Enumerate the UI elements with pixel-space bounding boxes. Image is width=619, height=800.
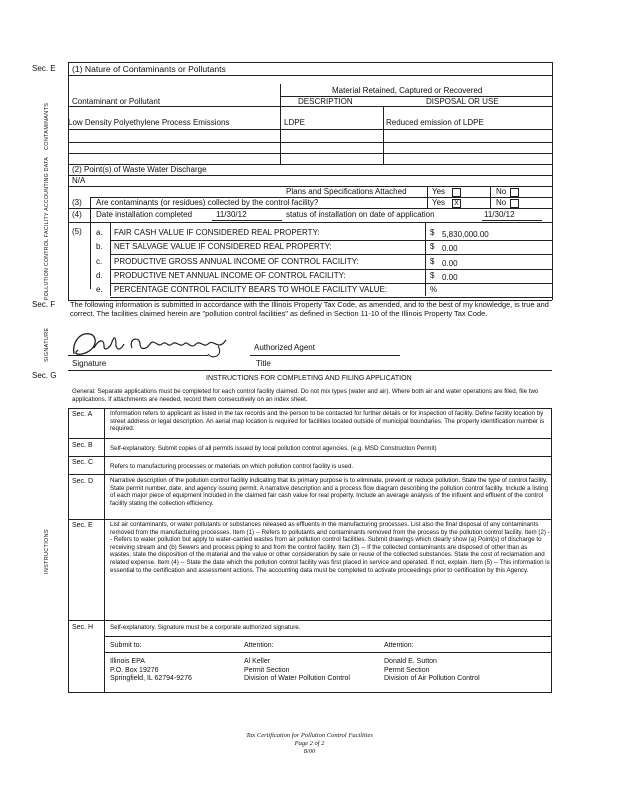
address-line: Illinois EPA [110, 658, 145, 665]
item-unit: % [430, 285, 438, 294]
part2-value: N/A [72, 176, 86, 185]
plans-yes-label: Yes [432, 187, 446, 196]
q3-no-label: No [496, 198, 507, 207]
address-line: Division of Water Pollution Control [244, 675, 350, 682]
q4-status: 11/30/12 [484, 210, 515, 219]
item-label: PRODUCTIVE NET ANNUAL INCOME OF CONTROL FACILITY: [114, 271, 346, 280]
sec-g-e-label: Sec. E [72, 522, 93, 529]
submit-to-label: Submit to: [110, 642, 142, 649]
item-label: NET SALVAGE VALUE IF CONSIDERED REAL PROPERTY: [114, 242, 332, 251]
item-letter: d. [96, 271, 103, 280]
q4-number: (4) [72, 210, 82, 219]
attention-label-1: Attention: [244, 642, 274, 649]
plans-yes-checkbox[interactable] [452, 188, 461, 197]
sec-g-d-label: Sec. D [72, 478, 94, 485]
sec-e-side-label-bottom: POLLUTION CONTROL FACILITY ACCOUNTING DATA [44, 157, 50, 300]
q3-no-checkbox[interactable] [510, 199, 519, 208]
item-unit: $ [430, 228, 435, 237]
row1-contaminant: Low Density Polyethylene Process Emissions [68, 118, 230, 127]
sec-g-e-text: List air contaminants, or water pollutants or substances released as effluents in the manufacturing processes. List also the final disposal of any contaminants removed from the manufacturing processes. Item (1) -- Refers to pollutants and contaminants removed from the process by the pollution control facility. Item (2) -- Refers to water pollution but apply to water-carried wastes from air pollution control facilities. Submit drawings which clearly show (a) Point(s) of discharge to receiving stream and (b) Sewers and process piping to and from the control facility. Item (3) -- If the collected contaminants are disposed of other than as wastes, state the disposition of the material and the value or other consideration by sale or reuse of the collected substances. State the cost of reclamation and related expense. Item (4) -- State the date which the pollution control facility was first placed in service and operated. If not, explain. Item (5) -- This information is essential to the certification and assessment actions. The accounting data must be completed to activate proceedings prior to certification by this Agency. [110, 521, 550, 574]
item-label: PRODUCTIVE GROSS ANNUAL INCOME OF CONTROL FACILITY: [114, 257, 359, 266]
item-value: 0.00 [442, 244, 458, 253]
item-letter: e. [96, 285, 103, 294]
attention-label-2: Attention: [384, 642, 414, 649]
sec-g-h-text: Self-explanatory. Signature must be a corporate authorized signature. [110, 624, 301, 631]
signature-label: Signature [72, 359, 107, 368]
col-disposal: DISPOSAL OR USE [426, 97, 499, 106]
address-line: Al Keller [244, 658, 271, 665]
part1-title: (1) Nature of Contaminants or Pollutants [72, 64, 226, 74]
sec-e-label: Sec. E [32, 64, 56, 73]
item-letter: b. [96, 242, 103, 251]
sec-e-side-label-top: CONTAMINANTS [44, 102, 50, 150]
address-line: Division of Air Pollution Control [384, 675, 480, 682]
row1-disposal: Reduced emission of LDPE [386, 118, 484, 127]
material-header: Material Retained, Captured or Recovered [332, 86, 483, 95]
sec-g-general: General: Separate applications must be completed for each control facility claimed. Do not mix types (water and air). Where both air and water operations are filed, file two applications. If attachments are needed, record them consecutively on an index sheet. [72, 388, 539, 403]
address-line: Donald E. Sutton [384, 658, 437, 665]
footer-page: Page 2 of 2 [294, 740, 325, 747]
title-value: Authorized Agent [254, 343, 315, 352]
address-water-division [244, 658, 350, 684]
address-line: Permit Section [384, 666, 430, 674]
sec-g-h-label: Sec. H [72, 624, 94, 631]
sec-g-heading: INSTRUCTIONS FOR COMPLETING AND FILING APPLICATION [206, 375, 412, 382]
item-unit: $ [430, 257, 435, 266]
address-illinois-epa [110, 658, 192, 684]
plans-no-label: No [496, 187, 507, 196]
sec-g-b-text: Self-explanatory. Submit copies of all permits issued by local pollution control agencies. (e.g. MSD Construction Permit) [110, 445, 437, 452]
item-value: 5,830,000.00 [442, 230, 489, 239]
q4-date: 11/30/12 [216, 210, 247, 219]
item-unit: $ [430, 242, 435, 251]
sec-g-b-label: Sec. B [72, 442, 93, 449]
address-line: Springfield, IL 62794-9276 [110, 675, 192, 682]
sec-g-a-text: Information refers to applicant as listed in the tax records and the person to be contacted for further details or for inspection of facility. Define facility location by street address or legal description. An aerial map location is required for facilities located outside of municipal boundaries. The property identification number is required. [110, 410, 545, 433]
title-label: Title [256, 359, 271, 368]
item-label: FAIR CASH VALUE IF CONSIDERED REAL PROPERTY: [114, 228, 320, 237]
part2-title: (2) Point(s) of Waste Water Discharge [72, 165, 207, 174]
col-description: DESCRIPTION [298, 97, 353, 106]
q4-text-a: Date installation completed [96, 210, 193, 219]
sec-f-side-label: SIGNATURE [44, 327, 50, 362]
plans-label: Plans and Specifications Attached [286, 187, 407, 196]
footer-date: 8/00 [303, 748, 316, 755]
q3-yes-checkmark: X [454, 200, 459, 207]
sec-g-side-label: INSTRUCTIONS [44, 529, 50, 574]
footer [0, 732, 619, 756]
q3-yes-label: Yes [432, 198, 446, 207]
footer-title: Tax Certification for Pollution Control Facilities [246, 732, 373, 739]
q4-text-b: status of installation on date of application [286, 210, 435, 219]
item-value: 0.00 [442, 273, 458, 282]
item-letter: a. [96, 228, 103, 237]
q3-text: Are contaminants (or residues) collected by the control facility? [96, 198, 319, 207]
sec-g-c-label: Sec. C [72, 459, 94, 466]
item-value: 0.00 [442, 259, 458, 268]
sec-g-c-text: Refers to manufacturing processes or materials on which pollution control facility is used. [110, 463, 354, 470]
row1-description: LDPE [284, 118, 305, 127]
q3-number: (3) [72, 198, 82, 207]
q3-yes-checkbox[interactable] [452, 199, 461, 208]
sec-g-d-text: Narrative description of the pollution control facility indicating that its primary purpose is to eliminate, prevent or reduce pollution. State the type of control facility. State permit number, date, and agency issuing permit. A narrative description and a process flow diagram describing the pollution control facility. Include a listing of each major piece of equipment included in the claimed fair cash value for real property. Include an average analysis of the influent and effluent of the control facility stating the collection efficiency. [110, 477, 549, 507]
sec-f-statement: The following information is submitted in accordance with the Illinois Property Tax Code, as amended, and to the best of my knowledge, is true and correct. The facilities claimed herein are "pollution control facilities" as defined in Section 11-10 of the Illinois Property Tax Code. [70, 300, 549, 318]
address-air-division [384, 658, 480, 684]
sec-g-label: Sec. G [32, 371, 57, 380]
q5-number: (5) [72, 227, 82, 236]
sec-g-a-label: Sec. A [72, 411, 93, 418]
plans-no-checkbox[interactable] [510, 188, 519, 197]
item-label: PERCENTAGE CONTROL FACILITY BEARS TO WHOLE FACILITY VALUE: [114, 285, 388, 294]
item-unit: $ [430, 271, 435, 280]
item-letter: c. [96, 257, 103, 266]
address-line: P.O. Box 19276 [110, 666, 159, 674]
col-contaminant: Contaminant or Pollutant [72, 97, 161, 106]
address-line: Permit Section [244, 666, 290, 674]
sec-f-label: Sec. F [32, 300, 56, 309]
